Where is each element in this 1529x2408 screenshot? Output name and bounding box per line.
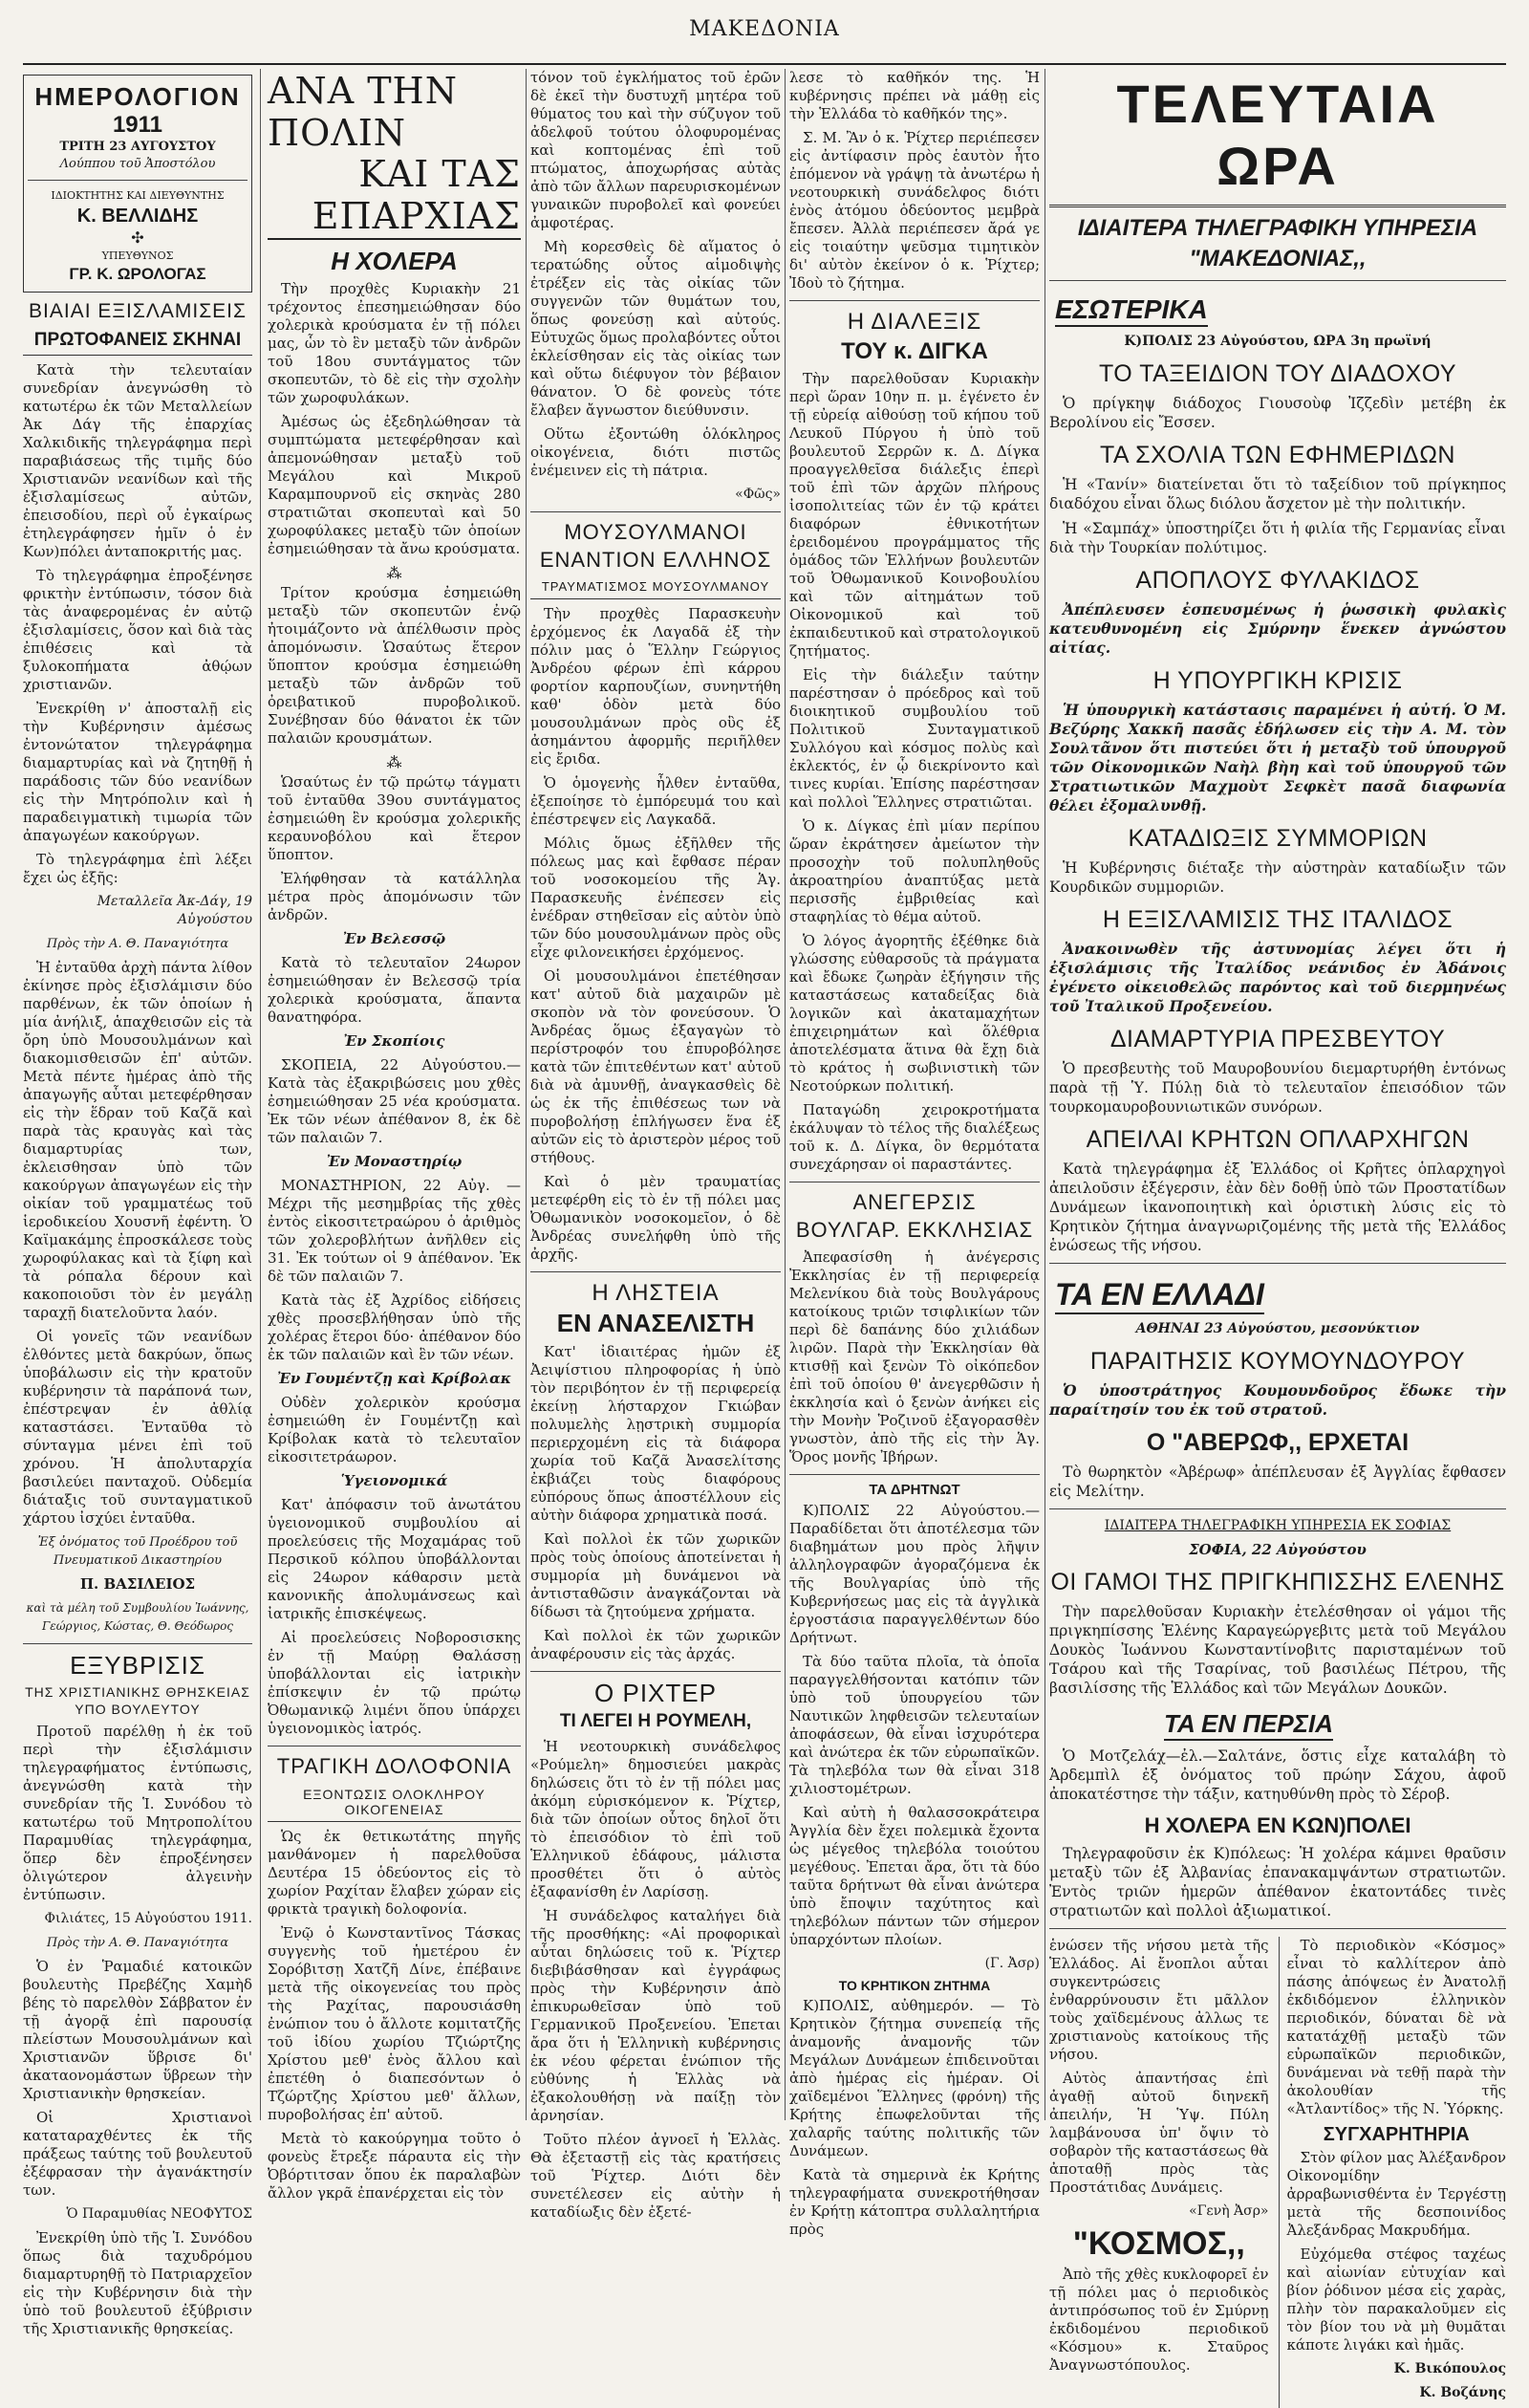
headline-scholia: ΤΑ ΣΧΟΛΙΑ ΤΩΝ ΕΦΗΜΕΡΙΔΩΝ <box>1100 442 1455 468</box>
paragraph: Ὁ πρεσβευτὴς τοῦ Μαυροβουνίου διεμαρτυρήθη ἐντόνως παρὰ τῇ Ὑ. Πύλῃ διὰ τὸ τελευταῖον ἐπεισόδιον τῶν τουρκομαυροβουνιωτικῶν συνόρων. <box>1049 1060 1506 1116</box>
column-1 <box>23 69 252 2337</box>
bottom-right <box>1279 1937 1507 2408</box>
paragraph: Καὶ πολλοὶ ἐκ τῶν χωρικῶν πρὸς τοὺς ὁποίους ἀποτείνεται ἡ συμμορία μὴ δυνάμενοι νὰ ἀντισταθῶσιν ἀναγκάζονται νὰ δίδωσι τὰ ζητούμενα χρήματα. <box>530 1529 781 1620</box>
paragraph: Ἐνεκρίθη ν' ἀποσταλῇ εἰς τὴν Κυβέρνησιν ἀμέσως ἐντονώτατον τηλεγράφημα διαμαρτυρίας καὶ νὰ ζητηθῇ ἡ παράδοσις τῶν δύο νεανίδων εἰς τὴν Μητρόπολιν καὶ ἡ παραδειγματικὴ τιμωρία τῶν ἀπαγωγέων κακούργων. <box>23 699 252 844</box>
subhead: Ἐν Βελεσσῷ <box>342 930 446 948</box>
paragraph: Μὴ κορεσθεὶς δὲ αἵματος ὁ τερατώδης οὗτος αἱμοδιψὴς ἐτρέξεν εἰς τὰς οἰκίας τῶν συγγενῶν τῶν θυμάτων του, ὅπως φονεύσῃ καὶ αὐτούς. Εὐτυχῶς ὅμως προλαβόντες οὗτοι ἐκλείσθησαν εἰς τὰς οἰκίας των καὶ οὕτω διέφυγον τὸν βέβαιον θάνατον. Ὁ δὲ φονεὺς τότε ἔλαβεν ἄγνωστον διεύθυνσιν. <box>530 238 781 419</box>
headline-enantion: ΕΝΑΝΤΙΟΝ ΕΛΛΗΝΟΣ <box>539 548 772 573</box>
addressee: Πρὸς τὴν Α. Θ. Παναγιότητα <box>46 936 229 951</box>
headline-kosmos: "ΚΟΣΜΟΣ,, <box>1072 2225 1245 2262</box>
headline-traumatismos: ΤΡΑΥΜΑΤΙΣΜΟΣ ΜΟΥΣΟΥΛΜΑΝΟΥ <box>530 580 781 599</box>
headline-dialexis: Η ΔΙΑΛΕΞΙΣ <box>847 309 982 335</box>
headline-anegersis: ΑΝΕΓΕΡΣΙΣ <box>852 1189 977 1214</box>
signature: Κ. Βοζάνης <box>1419 2385 1506 2400</box>
paragraph: Οὕτω ἐξοντώθη ὁλόκληρος οἰκογένεια, διότι πιστῶς ἐνέμεινεν εἰς τὴ πάτρια. <box>530 425 781 479</box>
paragraph: Οἱ μουσουλμάνοι ἐπετέθησαν κατ' αὐτοῦ διὰ μαχαιρῶν μὲ σκοπὸν νὰ τὸν φονεύσουν. Ὁ Ἀνδρέας ὅμως ἐξαγαγὼν τὸ περίστροφόν του ἐπυροβόλησε κατὰ τῶν ἐπιτεθέντων κατ' αὐτοῦ διὰ νὰ ἀμυνθῇ, ἀναγκασθεὶς δὲ ὡς ἐκ τῆς ἐπιθέσεως των νὰ πυροβολήσῃ ἐπλήγωσεν ἕνα ἐξ αὐτῶν εἰς τὸ ἀριστερὸν μέρος τοῦ στήθους. <box>530 966 781 1166</box>
paragraph: Τὴν προχθὲς Παρασκευὴν ἐρχόμενος ἐκ Λαγαδᾶ ἐξ τὴν πόλιν μας ὁ Ἕλλην Γεώργιος Ἀνδρέου φέρων ἐπὶ κάρρου φορτίον καρπουζίων, συνηντήθη καθ' ὁδὸν μετὰ δύο μουσουλμάνων πρὸς οὓς ἐξ ἀσημάντου ἀφορμῆς περιῆλθεν εἰς ἔριδα. <box>530 604 781 768</box>
paragraph: τόνον τοῦ ἐγκλήματος τοῦ ἐρῶν δὲ ἐκεῖ τὴν δυστυχῆ μητέρα τοῦ θύματος του καὶ τὴν σύζυγον τοῦ ἀδελφοῦ τούτου ὁλοφυρομένας καὶ κοπτομένας ἐπὶ τοῦ πτώματος, ἀποχωρήσας αὐτὰς ἀπὸ τῶν ἄλλων παρευρισκομένων γυναικῶν πυροβολεῖ καὶ φονεύει ἀμφοτέρας. <box>530 69 781 231</box>
headline-thriskeias: ΤΗΣ ΧΡΙΣΤΙΑΝΙΚΗΣ ΘΡΗΣΚΕΙΑΣ <box>25 1683 250 1700</box>
paragraph: Ἡ ὑπουργικὴ κατάστασις παραμένει ἡ αὐτή. Ὁ Μ. Βεζύρης Χακκῆ πασᾶς ἐδήλωσεν εἰς τὴν Α. Μ. τὸν Σουλτᾶνον ὅτι πιστεύει ὅτι ἡ μεταξὺ τοῦ ὑπουργοῦ τῶν Οἰκονομικῶν Ναὴλ βὴη καὶ τοῦ ὑπουργοῦ τῶν Στρατιωτικῶν Μαχμοὺτ Σεφκὲτ πασᾶ διαφωνία θέλει ἐξομαλυνθῇ. <box>1049 701 1506 814</box>
paragraph: Τὴν προχθὲς Κυριακὴν 21 τρέχοντος ἐπεσημειώθησαν δύο χολερικὰ κρούσματα ἐν τῇ πόλει μας, ὧν τὸ ἓν μεταξὺ τῶν ἀνδρῶν τοῦ 18ου συντάγματος τῶν σκοπευτῶν, τὸ δὲ εἰς τὴν σχολὴν τῶν χωροφυλάκων. <box>268 280 521 407</box>
paragraph: Ἀπέπλευσεν ἐσπευσμένως ἡ ῥωσσικὴ φυλακὶς κατευθυνομένη εἰς Σμύρνην ἕνεκεν ἀγνώστου αἰτίας. <box>1049 600 1506 657</box>
signature-members: καὶ τὰ μέλη τοῦ Συμβουλίου Ἰωάννης, Γεώργιος, Κώστας, Θ. Θεόδωρος <box>26 1600 249 1633</box>
headline-italidos: Η ΕΞΙΣΛΑΜΙΣΙΣ ΤΗΣ ΙΤΑΛΙΔΟΣ <box>1102 906 1454 933</box>
subhead: Ὑγειονομικά <box>340 1472 448 1490</box>
masthead: ΜΑΚΕΔΟΝΙΑ <box>689 17 840 41</box>
subbanner-makedonias: "ΜΑΚΕΔΟΝΙΑΣ,, <box>1189 246 1367 271</box>
paragraph: Ἡ νεοτουρκικὴ συνάδελφος «Ρούμελη» δημοσιεύει μακρὰς δηλώσεις ὅτι τὸ ἐν τῇ πόλει μας ἀκόμη εὑρισκόμενον κ. Ῥίχτερ, διὰ τῶν ὁποίων οὗτος δηλοῖ ὅτι τὸ ἐπεισόδιον τὸ ἐπὶ τοῦ Ἑλληνικοῦ ἐδάφους, μάλιστα προσθέτει ὅτι ὁ αὐτὸς ἐξαφανίσθη ἐν Λαρίσσῃ. <box>530 1737 781 1900</box>
headline-apeilai: ΑΠΕΙΛΑΙ ΚΡΗΤΩΝ ΟΠΛΑΡΧΗΓΩΝ <box>1086 1126 1470 1153</box>
subbanner-ypiresia: ΙΔΙΑΙΤΕΡΑ ΤΗΛΕΓΡΑΦΙΚΗ ΥΠΗΡΕΣΙΑ <box>1077 215 1478 241</box>
signature: Κ. Βικόπουλος <box>1393 2361 1506 2376</box>
headline-vouleftou: ΥΠΟ ΒΟΥΛΕΥΤΟΥ <box>75 1701 201 1717</box>
paragraph: Ὁ κ. Δίγκας ἐπὶ μίαν περίπου ὥραν ἐκράτησεν ἀμείωτον τὴν προσοχὴν τοῦ πολυπληθοῦς ἀκροατηρίου ἀναπτύξας μετὰ περισσῆς ἐμβριθείας καὶ σταφηλίας τὸ θέμα αὐτοῦ. <box>789 816 1040 925</box>
paragraph: Ἐνῷ ὁ Κωνσταντῖνος Τάσκας συγγενὴς τοῦ ἡμετέρου ἐν Σορόβιτσῃ Χατζῆ Δίνε, ἐπέβαινε μετὰ τῆς οἰκογενείας του πρὸς τὴς Ραχίτας, παρουσιάσθη ἐνώπιον του ὁ ἄλλοτε κομιτατζῆς τοῦ ἰδίου χωρίου Τζιώρτζης Χρίστου μεθ' ἑνὸς ἄλλου καὶ ἐπετέθη ὁ διαπεσόντων ὁ Τζώρτζης Χρίστου μεθ' ἄλλων, πυροβολήσας ἐπ' αὐτοῦ. <box>268 1923 521 2123</box>
calendar-year: 1911 <box>112 111 163 138</box>
addressee: Πρὸς τὴν Α. Θ. Παναγιότητα <box>46 1935 229 1950</box>
section-persia: ΤΑ ΕΝ ΠΕΡΣΙΑ <box>1164 1709 1333 1741</box>
paragraph: Κ)ΠΟΛΙΣ, αὐθημερόν. — Τὸ Κρητικὸν ζήτημα συνεπείᾳ τῆς ἀναμονῆς ἀναμονῆς τῶν Μεγάλων Δυνάμεων ἐπιδεινοῦται ἀπὸ ἡμέρας εἰς ἡμέραν. Οἱ χαϊδεμένοι Ἕλληνες (φρόνη) τῆς Κρήτης ἐπωφελοῦνται τῆς χαλαρῆς ταύτης πολιτικῆς τῶν Δυνάμεων. <box>789 1997 1040 2160</box>
paragraph: Ὁ πρίγκηψ διάδοχος Γιουσοὺφ Ἰζζεδὶν μετέβη ἐκ Βερολίνου εἰς Ἔσσεν. <box>1049 395 1506 431</box>
paragraph: ΜΟΝΑΣΤΗΡΙΟΝ, 22 Αὐγ. — Μέχρι τῆς μεσημβρίας τῆς χθὲς ἐντὸς εἰκοσιτετραώρου ὁ ἀριθμὸς τῶν χολεροβλήτων ἀνῆλθεν εἰς 31. Ἐκ τούτων οἱ 9 ἀπέθανον. Ἐκ δὲ τῶν παλαιῶν 7. <box>268 1177 521 1286</box>
column-rule <box>526 69 527 2120</box>
paragraph: Ὁ ἐν Ῥαμαδιέ κατοικῶν βουλευτὴς Πρεβέζης Χαμὴδ βέης τὸ παρελθὸν Σάββατον ἐν τῇ ἀγορᾷ ἐπὶ παρουσίᾳ πλείστων Μουσουλμάνων καὶ Χριστιανῶν ὕβρισε δι' ἀκαταονομάστων ὕβρεων τὴν Χριστιανικὴν θρησκείαν. <box>23 1957 252 2102</box>
paragraph: Τὸ θωρηκτὸν «Ἀβέρωφ» ἀπέπλευσαν ἐξ Ἀγγλίας ἔφθασεν εἰς Μελίτην. <box>1049 1464 1506 1500</box>
calendar-box <box>23 75 252 293</box>
paragraph: Ὡσαύτως ἐν τῷ πρώτῳ τάγματι τοῦ ἐνταῦθα 39ου συντάγματος ἐσημειώθη ἓν κρούσμα χολερικῆς κεραυνοβόλου καὶ ἕτερον ὕποπτον. <box>268 773 521 864</box>
headline-exyvrisis: ΕΞΥΒΡΙΣΙΣ <box>70 1650 205 1680</box>
paragraph: Οἱ Χριστιανοὶ καταταραχθέντες ἐκ τῆς πράξεως ταύτης τοῦ βουλευτοῦ ἐξέφρασαν τὴν ἀγανάκτησίν των. <box>23 2108 252 2199</box>
paragraph: Ἀμέσως ὡς ἐξεδηλώθησαν τὰ συμπτώματα μετεφέρθησαν καὶ ἀπεμονώθησαν μεταξὺ τοῦ Μεγάλου καὶ Μικροῦ Καραμπουρνοῦ εἰς σκηνὰς 280 στρατιῶται σκοπευταὶ καὶ 50 χωροφύλακες μεταξὺ τῶν ὁποίων ἐσημειώθησαν τὰ ἄνω κρούσματα. <box>268 413 521 558</box>
paragraph: Παταγώδη χειροκροτήματα ἐκάλυψαν τὸ τέλος τῆς διαλέξεως τοῦ κ. Δ. Δίγκα, ὃν θερμότατα συνεχάρησαν οἱ παραστάντες. <box>789 1100 1040 1173</box>
headline-tragic: ΤΡΑΓΙΚΗ ΔΟΛΟΦΟΝΙΑ <box>276 1754 512 1779</box>
column-2 <box>268 69 521 2202</box>
paragraph: Αὐτὸς ἀπαντήσας ἐπὶ ἀγαθῇ αὐτοῦ διηνεκῆ ἀπειλήν, Ἡ Ὑψ. Πύλη λαμβάνουσα ὑπ' ὄψιν τὸ σοβαρὸν τῆς καταστάσεως θὰ ἀποταθῇ πρὸς τὰς Προστάτιδας Δυνάμεις. <box>1049 2070 1269 2196</box>
headline-roumeli: ΤΙ ΛΕΓΕΙ Η ΡΟΥΜΕΛΗ, <box>559 1710 752 1731</box>
paragraph: Τὸ τηλεγράφημα ἐπροξένησε φρικτὴν ἐντύπωσιν, τόσον διὰ τὰς ἀναφερομένας ἐν αὐτῷ ἐξισλαμίσεις, ὅσον καὶ διὰ τὰς ἐπιθέσεις καὶ τὰ ξυλοκοπήματα ἀθῴων χριστιανῶν. <box>23 566 252 693</box>
paragraph: Κατὰ τηλεγράφημα ἐξ Ἑλλάδος οἱ Κρῆτες ὁπλαρχηγοὶ ἀπειλοῦσιν ἐξέγερσιν, ἐὰν δὲν δοθῇ ὑπὸ τῶν Προστατίδων Δυνάμεων ἱκανοποιητικὴ καὶ ὁριστικὴ λύσις εἰς τὸ Κρητικὸν ζήτημα ἀναγνωριζομένης τῆς μετὰ τῆς Ἑλλάδος ἑνώσεως τῆς νήσου. <box>1049 1161 1506 1254</box>
paragraph: Καὶ πολλοὶ ἐκ τῶν χωρικῶν ἀναφέρουσιν εἰς τὰς ἀρχάς. <box>530 1626 781 1662</box>
dateline: Κ)ΠΟΛΙΣ 23 Αὐγούστου, ΩΡΑ 3η πρωϊνή <box>1124 334 1432 349</box>
paragraph: Αἱ προελεύσεις Νοβοροσισκης ἐν τῇ Μαύρῃ Θαλάσσῃ ὑποβάλλονται εἰς ἰατρικὴν ἐπίσκεψιν ἐν τῷ πρώτῳ Ὀθωμανικῷ λιμένι ὅπου ὑπάρχει ὑγειονομικὸς ἰατρός. <box>268 1629 521 1738</box>
paragraph: Κατ' ἀπόφασιν τοῦ ἀνωτάτου ὑγειονομικοῦ συμβουλίου αἱ προελεύσεις τῆς Μοχαμάρας τοῦ Περσικοῦ κόλπου ὑποβάλλονται εἰς 24ωρον κάθαρσιν μετὰ κανονικῆς ἀπολυμάνσεως καὶ ἰατρικῆς ἐπισκέψεως. <box>268 1496 521 1623</box>
headline-cholera-kp: Η ΧΟΛΕΡΑ ΕΝ ΚΩΝ)ΠΟΛΕΙ <box>1144 1813 1411 1837</box>
paragraph: Κατὰ τὸ τελευταῖον 24ωρον ἐσημειώθησαν ἐν Βελεσσῷ τρία χολερικὰ κρούσματα, ἅπαντα θανατηφόρα. <box>268 954 521 1027</box>
bottom-left <box>1049 1937 1269 2408</box>
bottom-split <box>1049 1937 1506 2408</box>
headline-apoplous: ΑΠΟΠΛΟΥΣ ΦΥΛΑΚΙΔΟΣ <box>1135 567 1420 594</box>
paragraph: Ἀνακοινωθὲν τῆς ἀστυνομίας λέγει ὅτι ἡ ἐξισλάμισις τῆς Ἰταλίδος νεάνιδος ἐν Ἀδάνοις ἐγένετο οἰκειοθελῶς παρόντος καὶ τοῦ διερμηνέως τοῦ Ἰταλικοῦ Προξενείου. <box>1049 940 1506 1015</box>
paragraph: Ὁ λόγος ἀγορητῆς ἐξέθηκε διὰ γλώσσης εὐθαρσοῦς τὰ πράγματα καὶ ἔδωκε ζωηρὰν ἐξήγησιν τῆς καταστάσεως καταδείξας διὰ λογικῶν καὶ ἀκαταμαχήτων ἐπιχειρημάτων καὶ ὅλέθρια ἀποτελέσματα ἅτινα θὰ ἔχῃ διὰ τὸ κράτος ἡ σωβινιστικὴ τῶν Νεοτούρκων πολιτική. <box>789 931 1040 1095</box>
banner-teleftaia-ora: ΤΕΛΕΥΤΑΙΑ ΩΡΑ <box>1116 74 1439 196</box>
paragraph: Τοῦτο πλέον ἀγνοεῖ ἡ Ἑλλὰς. Θὰ ἐξεταστῇ εἰς τὰς κρατήσεις τοῦ Ῥίχτερ. Διότι δὲν συνετέλεσεν εἰς αὐτὴν ἡ καταδίωξις δὲν ἐξετέ- <box>530 2130 781 2221</box>
paragraph: Σ. Μ. Ἂν ὁ κ. Ῥίχτερ περιέπεσεν εἰς ἀντίφασιν πρὸς ἑαυτὸν ἦτο ἐπόμενον νὰ γράψῃ τὰ ἀνωτέρω ἡ νεοτουρκικὴ συνάδελφος διότι ἑνὸς ἀτόμου ὁδεύοντος μεμβρὰ ἔπεσεν. Ἀλλὰ περιέπεσεν ἄρά γε εἰς τοιαύτην ψεῦσμα τιμητικὸν δι' αὐτὸν ἐκείνον ὁ κ. Ῥίχτερ; Ἰδοὺ τὸ ζήτημα. <box>789 129 1040 292</box>
paragraph: Ἡ συνάδελφος καταλήγει διὰ τῆς προσθήκης: «Αἱ προφορικαὶ αὗται δηλώσεις τοῦ κ. Ῥίχτερ διεβιβάσθησαν καὶ ἐγγράφως πρὸς τὴν Κυβέρνησιν ἀπὸ ἐπικυρωθεῖσαν ὑπὸ τοῦ Γερμανικοῦ Προξενείου. Ἐπεται ἄρα ὅτι ἡ Ἑλληνικὴ κυβέρνησις ἐκ νέου φέρεται ἐνώπιον τῆς εὐθύνης ἡ Ἑλλὰς νὰ ἐξακολουθήσῃ νὰ παίξῃ τὸν ἀρνησίαν. <box>530 1906 781 2124</box>
paragraph: Μόλις ὅμως ἐξῆλθεν τῆς πόλεως μας καὶ ἔφθασε πέραν τοῦ νοσοκομείου τῆς Ἁγ. Παρασκευῆς ἐνέπεσεν εἰς ἐνέδραν στηθεῖσαν εἰς αὐτὸν ὑπὸ τῶν δύο μουσουλμάνων πρὸς οὓς εἶχε φιλονεικήσει ἐρχόμενος. <box>530 834 781 961</box>
column-3 <box>530 69 781 2221</box>
headline-averof: Ο "ΑΒΕΡΩΦ,, ΕΡΧΕΤΑΙ <box>1146 1429 1410 1456</box>
section-sofia: ΙΔΙΑΙΤΕΡΑ ΤΗΛΕΓΡΑΦΙΚΗ ΥΠΗΡΕΣΙΑ ΕΚ ΣΟΦΙΑΣ <box>1104 1518 1452 1533</box>
column-rule <box>785 69 786 2120</box>
asterism-icon: ⁂ <box>386 753 402 772</box>
owner-name: Κ. ΒΕΛΛΙΔΗΣ <box>76 205 199 227</box>
paragraph: Ὁ ὁμογενὴς ἦλθεν ἐνταῦθα, ἐξεποίησε τὸ ἐμπόρευμά του καὶ ἐπέστρεψεν εἰς Λαγκαδᾶ. <box>530 773 781 828</box>
headline-eparxias: ΚΑΙ ΤΑΣ ΕΠΑΡΧΙΑΣ <box>268 154 521 239</box>
paragraph: Οὐδὲν χολερικὸν κρούσμα ἐσημειώθη ἐν Γουμέντζῃ καὶ Κρίβολακ κατὰ τὸ τελευταῖον εἰκοσιτετράωρον. <box>268 1394 521 1466</box>
paragraph: Ἡ «Τανίν» διατείνεται ὅτι τὸ ταξείδιον τοῦ πρίγκηπος διαδόχου εἶναι ὅλως διόλου ἄσχετον μὲ τὴν πολιτικήν. <box>1049 476 1506 512</box>
section-esoterika: ΕΣΩΤΕΡΙΚΑ <box>1055 294 1208 327</box>
dateline: ΑΘΗΝΑΙ 23 Αὐγούστου, μεσονύκτιον <box>1135 1321 1420 1336</box>
headline-skinai: ΠΡΩΤΟΦΑΝΕΙΣ ΣΚΗΝΑΙ <box>23 331 252 356</box>
subhead: Ἐν Γουμέντζῃ καὶ Κρίβολακ <box>277 1370 511 1388</box>
dateline: Μεταλλεῖα Ἀκ-Δάγ, 19 Αὐγούστου <box>97 893 252 927</box>
top-rule <box>23 63 1506 65</box>
headline-taxeidion: ΤΟ ΤΑΞΕΙΔΙΟΝ ΤΟΥ ΔΙΑΔΟΧΟΥ <box>1098 360 1457 387</box>
headline-drednought: ΤΑ ΔΡΗΤΝΩΤ <box>869 1481 960 1498</box>
owner-label: ΙΔΙΟΚΤΗΤΗΣ ΚΑΙ ΔΙΕΥΘΥΝΤΗΣ <box>51 188 225 202</box>
column-rule <box>1044 69 1045 2120</box>
paragraph: Στὸν φίλον μας Ἀλέξανδρον Οἰκονομίδην ἀρραβωνισθέντα ἐν Τεργέστῃ μετὰ τῆς δεσποινίδος Ἀλεξάνδρας Μακρυδήμα. <box>1286 2149 1506 2239</box>
headline-ypourgiki: Η ΥΠΟΥΡΓΙΚΗ ΚΡΙΣΙΣ <box>1152 667 1403 694</box>
headline-diamartyria: ΔΙΑΜΑΡΤΥΡΙΑ ΠΡΕΣΒΕΥΤΟΥ <box>1109 1026 1446 1052</box>
headline-richter: Ο ΡΙΧΤΕΡ <box>594 1678 717 1707</box>
source-credit: «Φῶς» <box>735 487 781 502</box>
headline-ekklisias: ΒΟΥΛΓΑΡ. ΕΚΚΛΗΣΙΑΣ <box>795 1218 1034 1243</box>
paragraph: Κατὰ τὰς ἐξ Ἀχρίδος εἰδήσεις χθὲς προσεβλήθησαν ὑπὸ τῆς χολέρας ἕτεροι δύο· ἀπέθανον δύο ἐκ τῶν παλαιῶν καὶ ἓν τῶν νέων. <box>268 1291 521 1364</box>
dateline: Φιλιάτες, 15 Αὐγούστου 1911. <box>44 1910 252 1926</box>
signature: Ὁ Παραμυθίας ΝΕΟΦΥΤΟΣ <box>66 2205 252 2222</box>
paragraph: ΣΚΟΠΕΙΑ, 22 Αὐγούστου.— Κατὰ τὰς ἐξακριβώσεις μου χθὲς ἐσημειώθησαν 25 νέα κρούσματα. Ἐκ τῶν νέων ἀπέθανον 8, ἐκ δὲ τῶν παλαιῶν 7. <box>268 1056 521 1147</box>
source-credit: «Γενὴ Ἀσρ» <box>1189 2203 1269 2219</box>
headline-anaselisti: ΕΝ ΑΝΑΣΕΛΙΣΤΗ <box>556 1309 755 1338</box>
paragraph: λεσε τὸ καθῆκόν της. Ἡ κυβέρνησις πρέπει νὰ μάθῃ εἰς τὴν Ἑλλάδα τὸ καθῆκόν της». <box>789 69 1040 122</box>
paragraph: Ὁ Μοτζελάχ—ἐλ.—Σαλτάνε, ὅστις εἶχε καταλάβη τὸ Ἀρδεμπὶλ ἐξ ὀνόματος τοῦ πρώην Σάχου, ἀφοῦ ἀποκατέστησε τὴν τάξιν, κατηυθύνθη πρὸς τὸ Σέροβ. <box>1049 1747 1506 1803</box>
paragraph: Τὸ περιοδικὸν «Κόσμος» εἶναι τὸ καλλίτερον ἀπὸ πάσης ἀπόψεως ἐν Ἀνατολῇ ἐκδιδόμενον ἑλληνικὸν περιοδικόν, δύναται δὲ νὰ κατατάχθῇ μεταξὺ τῶν εὐρωπαϊκῶν περιοδικῶν, δυνάμεναι νὰ τεθῇ παρὰ τὴν ἀκολουθίαν τῆς «Ἀτλαντίδος» τῆς Ν. Ὑόρκης. <box>1286 1937 1506 2117</box>
paragraph: Ἐνεκρίθη ὑπὸ τῆς Ἱ. Συνόδου ὅπως διὰ ταχυδρόμου διαμαρτυρηθῇ τὸ Πατριαρχεῖον εἰς τὴν Κυβέρνησιν διὰ τὴν ὑπὸ τοῦ βουλευτοῦ ἐξύβρισιν τῆς Χριστιανικῆς θρησκείας. <box>23 2228 252 2337</box>
paragraph: Ἀπεφασίσθη ἡ ἀνέγερσις Ἐκκλησίας ἐν τῇ περιφερείᾳ Μελενίκου διὰ τοὺς Βουλγάρους κατοίκους τριῶν τσιφλικίων τῶν περὶ δὲ δαπάνης δύο χιλιάδων λιρῶν. Παρὰ τὴν Ἐκκλησίαν θὰ κτισθῇ καὶ ξενὼν Τὸ οἰκόπεδον ἐπὶ τοῦ ὁποίου θ' ἀνεγερθῶσιν ἡ ἐκκλησία καὶ ὁ ξενὼν ἀνήκει εἰς τὴν Μονὴν Ῥοζινοῦ ἐξαγορασθὲν γνωστὸν, ἀπὸ τῆς εἰς τὴν Ἁγ. Ὅρος μονῆς Ἰβήρων. <box>789 1247 1040 1465</box>
paragraph: Τρίτον κρούσμα ἐσημειώθη μεταξὺ τῶν σκοπευτῶν ἐνῷ ἠτοιμάζοντο νὰ ἀπέλθωσιν πρὸς ἀπομόνωσιν. Ὡσαύτως ἕτερον ὕποπτον κρούσμα ἐσημειώθη μεταξὺ τῶν ἀνδρῶν τοῦ ὀρειβατικοῦ πυροβολικοῦ. Συνέβησαν δύο θάνατοι ἐκ τῶν παλαιῶν κρουσμάτων. <box>268 584 521 748</box>
paragraph: Εἰς τὴν διάλεξιν ταύτην παρέστησαν ὁ πρόεδρος καὶ τοῦ διοικητικοῦ συμβουλίου τοῦ Πολιτικοῦ Συνταγματικοῦ Συλλόγου καὶ κόσμος πολὺς καὶ ἐκλεκτός, ἐν ᾧ διεκρίνοντο καὶ τινες κυρίαι. Ἐπίσης παρέστησαν καὶ πολλοὶ Ἕλληνες στρατιῶται. <box>789 665 1040 811</box>
headline-kritikon: ΤΟ ΚΡΗΤΙΚΟΝ ΖΗΤΗΜΑ <box>838 1978 991 1994</box>
resp-label: ΥΠΕΥΘΥΝΟΣ <box>101 249 174 262</box>
ornament-icon: ✣ <box>131 228 144 247</box>
headline-mousoulmanoi: ΜΟΥΣΟΥΛΜΑΝΟΙ <box>564 520 747 544</box>
paragraph: Προτοῦ παρέλθῃ ἡ ἐκ τοῦ περὶ τὴν ἐξισλάμισιν τηλεγραφήματος ἐντύπωσις, ἀνεγνώσθη κατὰ τὴν συνεδρίαν τῆς Ἱ. Συνόδου τὸ κατωτέρω τοῦ Μητροπολίτου Παραμυθίας τηλεγράφημα, ὅπερ δὲν ἐπροξένησεν ὀλιγώτερον ἀλγεινὴν ἐντύπωσιν. <box>23 1722 252 1903</box>
resp-name: ΓΡ. Κ. ΩΡΟΛΟΓΑΣ <box>69 264 206 283</box>
paragraph: Ὡς ἐκ θετικωτάτης πηγῆς μανθάνομεν ἡ παρελθοῦσα Δευτέρα 15 ὁδεύοντος εἰς τὸ χωρίον Ραχίταν ἔλαβεν χώραν εἰς φρικτὰ τραγικὴ δολοφονία. <box>268 1827 521 1918</box>
headline-paraitisis: ΠΑΡΑΙΤΗΣΙΣ ΚΟΥΜΟΥΝΔΟΥΡΟΥ <box>1089 1348 1466 1375</box>
headline-cholera: Η ΧΟΛΕΡΑ <box>331 246 458 275</box>
calendar-date: ΤΡΙΤΗ 23 ΑΥΓΟΥΣΤΟΥ <box>59 139 216 154</box>
signature-name: Π. ΒΑΣΙΛΕΙΟΣ <box>79 1574 196 1593</box>
paragraph: Τὰ δύο ταῦτα πλοῖα, τὰ ὁποῖα παραγγελθήσονται κατόπιν τῶν ὑπὸ τοῦ ὑπουργείου τῶν Ναυτικῶν ληφθεισῶν τελευταίων ἀποφάσεων, θὰ εἶναι ἰσχυρότερα καὶ ἀνώτερα ἐκ τῶν εὐρωπαϊκῶν. Τὰ τηλεβόλα των θὰ εἶναι 318 χιλιοστομέτρων. <box>789 1653 1040 1798</box>
column-4 <box>789 69 1040 2239</box>
paragraph: Ἡ ἐνταῦθα ἀρχὴ πάντα λίθον ἐκίνησε πρὸς ἐξισλάμισιν δύο παρθένων, ἐκ τῶν ὁποίων ἡ μία ἀνήλιξ, ἁπαχθεισῶν εἰς τὰ ὄρη ὑπὸ Μουσουλμάνων καὶ διακομισθεισῶν ἐπ' αὐτῶν. Μετὰ πέντε ἡμέρας ἀπὸ τῆς ἀπαγωγῆς αὗται μετεφέρθησαν εἰς τὴν ἕδραν τοῦ Καζᾶ καὶ παρὰ τὰς κραυγὰς καὶ τὰς διαμαρτυρίας των, ἐκλεισθησαν ὑπὸ τῶν κακούργων ἀπαγωγέων εἰς τὴν οἰκίαν τοῦ γραμματέως τοῦ ἱεροδικείου Χουσνῆ ἐφέντη. Ὁ Καϊμακάμης ἐπροσκάλεσε τοὺς χωροφύλακας καὶ τὰ ξίφη καὶ τὰ ρόπαλα δέρουν καὶ κακοποιοῦσι τὸν ἐν μεγάλῃ ταραχῇ διατελοῦντα λαόν. <box>23 958 252 1321</box>
paragraph: Οἱ γονεῖς τῶν νεανίδων ἐλθόντες μετὰ δακρύων, ὅπως ὑποβάλωσιν εἰς τὴν κρατοῦν κυβέρνησιν τὰ παράπονά των, ἐπέστρεψαν ἐν ἀθλίᾳ καταστάσει. Ἐνταῦθα τὸ σύνταγμα μένει ἐπὶ τοῦ χρόνου. Ἡ ἀπολυταρχία βασιλεύει πανταχοῦ. Οὐδεμία διάταξις τοῦ συνταγματικοῦ χάρτου ἰσχύει ἐνταῦθα. <box>23 1327 252 1527</box>
paragraph: Κατ' ἰδιαιτέρας ἡμῶν ἐξ Ἀειψίστιου πληροφορίας ἡ ὑπὸ τὸν περιβόητον ἐν τῇ περιφερείᾳ ἐκείνῃ λήσταρχον Γκιώβαν πολυμελὴς λῃστρικὴ συμμορία περιερχομένη εἰς τὰ διάφορα χωρία τοῦ Καζᾶ Ἀνασελίτσης ἐκβιάζει τοὺς διαφόρους εὐπόρους ὅπως ἀποστέλλουν εἰς αὐτὴν διάφορα χρηματικὰ ποσά. <box>530 1342 781 1524</box>
paragraph: Τὸ τηλεγράφημα ἐπὶ λέξει ἔχει ὡς ἑξῆς: <box>23 850 252 886</box>
paragraph: Ἐλήφθησαν τὰ κατάλληλα μέτρα πρὸς ἀπομόνωσιν τῶν ἀνδρῶν. <box>268 870 521 924</box>
paragraph: Κατὰ τὴν τελευταίαν συνεδρίαν ἀνεγνώσθη τὸ κατωτέρω ἐκ τῶν Μεταλλείων Ἀκ Δάγ τῆς ἐπαρχίας Χαλκιδικῆς τηλεγράφημα περὶ παραβιάσεως τῆς τιμῆς δύο Χριστιανῶν νεανίδων καὶ τῆς ἐξισλαμίσεως αὐτῶν, ἐπεισοδίου, περὶ οὗ ἐγκαίρως ἐτηλεγράφησεν ἡμῖν ὁ ἐν Κων)πόλει ἀνταποκριτής μας. <box>23 360 252 560</box>
paragraph: Ὁ ὑποστράτηγος Κουμουνδοῦρος ἔδωκε τὴν παραίτησίν του ἐκ τοῦ στρατοῦ. <box>1049 1381 1506 1419</box>
paragraph: Ἀπὸ τῆς χθὲς κυκλοφορεῖ ἐν τῇ πόλει μας ὁ περιοδικὸς ἀντιπρόσωπος τοῦ ἐν Σμύρνῃ ἐκδιδομένου περιοδικοῦ «Κόσμου» κ. Σταῦρος Ἀναγνωστόπουλος. <box>1049 2266 1269 2375</box>
headline-katadioxis: ΚΑΤΑΔΙΩΞΙΣ ΣΥΜΜΟΡΙΩΝ <box>1128 825 1428 852</box>
paragraph: Καὶ αὐτὴ ἡ θαλασσοκράτειρα Ἀγγλία δὲν ἔχει πολεμικὰ ἔχοντα ὡς μέγεθος τηλεβόλα τοιούτου μεγέθους. Ἐπεται ἄρα, ὅτι τὰ δύο ταῦτα δρήτνωτ θὰ εἶναι ἀνώτερα ὑπὸ ἔποψιν ταχύτητος καὶ τηλεβόλων πάντων τῶν σήμερον ὑπαρχόντων πλοίων. <box>789 1804 1040 1949</box>
headline-listeia: Η ΛΗΣΤΕΙΑ <box>592 1279 720 1306</box>
headline-gamoi: ΟΙ ΓΑΜΟΙ ΤΗΣ ΠΡΙΓΚΗΠΙΣΣΗΣ ΕΛΕΝΗΣ <box>1050 1569 1505 1595</box>
subhead: Ἐν Μοναστηρίῳ <box>326 1153 463 1171</box>
headline-tragic-sub: ΕΞΟΝΤΩΣΙΣ ΟΛΟΚΛΗΡΟΥ ΟΙΚΟΓΕΝΕΙΑΣ <box>268 1787 521 1822</box>
headline-ana-tin-polin: ΑΝΑ ΤΗΝ ΠΟΛΙΝ <box>268 70 458 154</box>
calendar-saint: Λούππου τοῦ Ἀποστόλου <box>59 156 216 171</box>
section-en-elladi: ΤΑ ΕΝ ΕΛΛΑΔΙ <box>1055 1277 1264 1314</box>
paragraph: Κ)ΠΟΛΙΣ 22 Αὐγούστου.— Παραδίδεται ὅτι ἀποτέλεσμα τῶν διαβημάτων μου πρὸς λῆψιν ἀλληλογραφῶν ἀγοραζόμενα ἐκ τῆς Βουλγαρίας ὑπὸ τῆς Κυβερνήσεως μας εἰς τὰ ἀγγλικὰ ἐργοστάσια παραγγελθέντων δύο Δρήτνωτ. <box>789 1502 1040 1647</box>
column-rule <box>260 69 261 2120</box>
paragraph: Κατὰ τὰ σημερινὰ ἐκ Κρήτης τηλεγραφήματα συνεκροτήθησαν ἐν Κρήτῃ κάτοπτρα συλλαλητήρια πρὸς <box>789 2166 1040 2239</box>
paragraph: Τὴν παρελθοῦσαν Κυριακὴν ἐτελέσθησαν οἱ γάμοι τῆς πριγκηπίσσης Ἑλένης Καραγεώργεβιτς μετὰ τοῦ Μεγάλου Δουκὸς Ἰωάννου Κωνσταντίνοβιτς παρισταμένων τοῦ Τσάρου καὶ τῆς Τσαρίνας, τοῦ βασιλέως Πέτρου, τῆς βασιλίσσης τῆς Ἑλλάδος καὶ τῶν Μεγάλων Δουκῶν. <box>1049 1603 1506 1697</box>
dateline: ΣΟΦΙΑ, 22 Αὐγούστου <box>1189 1541 1367 1558</box>
paragraph: Καὶ ὁ μὲν τραυματίας μετεφέρθη εἰς τὸ ἐν τῇ πόλει μας Ὀθωμανικὸν νοσοκομεῖον, ὁ δὲ Ἀνδρέας συνελήφθη ὑπὸ τῆς ἀρχῆς. <box>530 1172 781 1263</box>
paragraph: Τηλεγραφοῦσιν ἐκ Κ)πόλεως: Ἡ χολέρα κάμνει θραῦσιν μεταξὺ τῶν ἐξ Ἀλβανίας ἐπανακαμψάντων στρατιωτῶν. Ἐντὸς τριῶν ἡμερῶν ἀπέθανον ἑκατοντάδες τινὲς στρατιωτῶν καὶ πολλοὶ ἀξιωματικοί. <box>1049 1845 1506 1920</box>
headline-exislamiseis: ΒΙΑΙΑΙ ΕΞΙΣΛΑΜΙΣΕΙΣ <box>29 299 247 322</box>
asterism-icon: ⁂ <box>386 564 402 583</box>
paragraph: Εὐχόμεθα στέφος ταχέως καὶ αἰωνίαν εὐτυχίαν καὶ βίον ῥόδινον μέσα εἰς χαρὰς, πλὴν τὸν παρακαλοῦμεν εἰς τὸν βίον του νὰ μὴ θυμᾶται κάποτε λιγάκι καὶ ἡμᾶς. <box>1286 2245 1506 2354</box>
paragraph: Τὴν παρελθοῦσαν Κυριακὴν περὶ ὥραν 10ην π. μ. ἐγένετο ἐν τῇ εὐρείᾳ αἰθούσῃ τοῦ κήπου τοῦ Λευκοῦ Πύργου ἡ ὑπὸ τοῦ βουλευτοῦ Σερρῶν κ. Δ. Δίγκα προαγγελθεῖσα διάλεξις ἐπερὶ τοῦ ἐπὶ τῶν ἀρχῶν πλήρους ἰσοπολιτείας τῶν ἐν τῷ κράτει διαφόρων ἐθνικοτήτων ἐρειδομένου προγράμματος τῆς ὁμάδος τῶν Ἑλλήνων βουλευτῶν τοῦ Ὀθωμανικοῦ Κοινοβουλίου καὶ τῶν αἰτημάτων τοῦ Οἰκονομικοῦ καὶ τοῦ ἐκπαιδευτικοῦ καὶ στρατολογικοῦ ζητήματος. <box>789 369 1040 660</box>
signature-line: Ἐξ ὀνόματος τοῦ Προέδρου τοῦ Πνευματικοῦ Δικαστηρίου <box>37 1534 238 1568</box>
paragraph: Ἡ «Σαμπάχ» ὑποστηρίζει ὅτι ἡ φιλία τῆς Γερμανίας εἶναι διὰ τὴν Τουρκίαν πολύτιμος. <box>1049 520 1506 556</box>
headline-sygcharitiria: ΣΥΓΧΑΡΗΤΗΡΙΑ <box>1323 2124 1470 2145</box>
paragraph: Ἡ Κυβέρνησις διέταξε τὴν αὐστηρὰν καταδίωξιν τῶν Κουρδικῶν συμμοριῶν. <box>1049 859 1506 896</box>
paragraph: Μετὰ τὸ κακούργημα τοῦτο ὁ φονεὺς ἔτρεξε πάραυτα εἰς τὴν Ὀβόρτιτσαν ὅπου ἐκ παραλαβὼν ἄλλον γκρᾶ ἐπανέρχεται εἰς τὸν <box>268 2129 521 2202</box>
calendar-title: ΗΜΕΡΟΛΟΓΙΟΝ <box>34 82 241 111</box>
column-5 <box>1049 69 1506 2400</box>
source-credit: (Γ. Ἀσρ) <box>984 1956 1040 1972</box>
headline-digka: ΤΟΥ κ. ΔΙΓΚΑ <box>841 337 988 364</box>
paragraph: ἑνώσεν τῆς νήσου μετὰ τῆς Ἑλλάδος. Αἱ ἔνοπλοι αὗται συγκεντρώσεις ἐνθαρρύνουσιν ἔτι μᾶλλον τοὺς χαϊδεμένους ἀλλως τε χριστιανοὺς κατοίκους τῆς νήσου. <box>1049 1937 1269 2063</box>
subhead: Ἐν Σκοπίοις <box>343 1032 445 1051</box>
